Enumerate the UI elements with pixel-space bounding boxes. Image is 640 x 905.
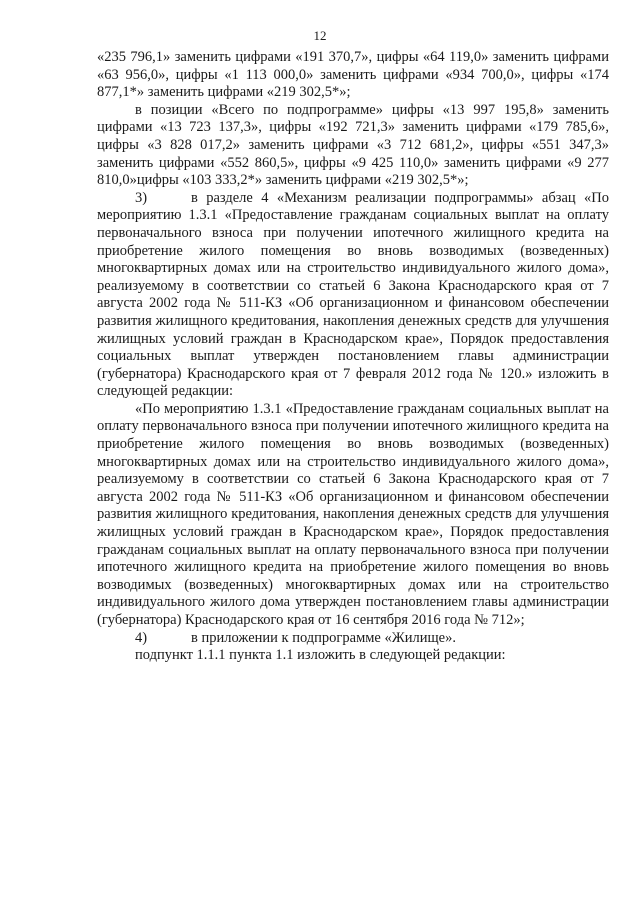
item-text: в разделе 4 «Механизм реализации подпрограммы» абзац «По мероприятию 1.3.1 «Предоставление гражданам социальных выплат на оплату первоначального взноса при получении ипотечного жилищного кредита на приобретение жилого помещения во вновь возводимых (возведенных) многоквартирных домах или на строительство индивидуального жилого дома», реализуемому в соответствии со статьей 6 Закона Краснодарского края от 7 августа 2002 года № 511-КЗ «Об организационном и финансовом обеспечении развития жилищного кредитования, накопления денежных средств для улучшения жилищных условий граждан в Краснодарском крае», Порядок предоставления социальных выплат утвержден постановлением главы администрации (губернатора) Краснодарского края от 7 февраля 2012 года № 120.» изложить в следующей редакции:	[97, 189, 609, 400]
page-number: 12	[313, 28, 327, 43]
document-body	[97, 49, 609, 665]
item-number: 4)	[135, 629, 148, 646]
item-number: 3)	[135, 189, 148, 206]
paragraph-subclause: подпункт 1.1.1 пункта 1.1 изложить в следующей редакции:	[135, 647, 506, 664]
paragraph-new-wording: «По мероприятию 1.3.1 «Предоставление гражданам социальных выплат на оплату первоначального взноса при получении ипотечного жилищного кредита на приобретение жилого помещения во вновь возводимых (возведенных) многоквартирных домах или на строительство индивидуального жилого дома», реализуемому в соответствии со статьей 6 Закона Краснодарского края от 7 августа 2002 года № 511-КЗ «Об организационном и финансовом обеспечении развития жилищного кредитования, накопления денежных средств для улучшения жилищных условий граждан в Краснодарском крае», Порядок предоставления гражданам социальных выплат на оплату первоначального взноса при получении ипотечного жилищного кредита на приобретение жилого помещения во вновь возводимых (возведенных) многоквартирных домах или на строительство индивидуального жилого дома утвержден постановлением главы администрации (губернатора) Краснодарского края от 16 сентября 2016 года № 712»;	[97, 400, 609, 628]
paragraph-replacements-continued: «235 796,1» заменить цифрами «191 370,7», цифры «64 119,0» заменить цифрами «63 956,0», цифры «1 113 000,0» заменить цифрами «934 700,0», цифры «174 877,1*» заменить цифрами «219 302,5*»;	[97, 49, 609, 101]
item-text: в приложении к подпрограмме «Жилище».	[191, 629, 456, 646]
paragraph-subprogram-total: в позиции «Всего по подпрограмме» цифры «13 997 195,8» заменить цифрами «13 723 137,3», цифры «192 721,3» заменить цифрами «179 785,6», цифры «3 828 017,2» заменить цифрами «3 712 681,2», цифры «551 347,3» заменить цифрами «552 860,5», цифры «9 425 110,0» заменить цифрами «9 277 810,0»цифры «103 333,2*» заменить цифрами «219 302,5*»;	[97, 101, 609, 189]
paragraph-item-4	[97, 630, 609, 648]
paragraph-item-3	[97, 190, 609, 401]
